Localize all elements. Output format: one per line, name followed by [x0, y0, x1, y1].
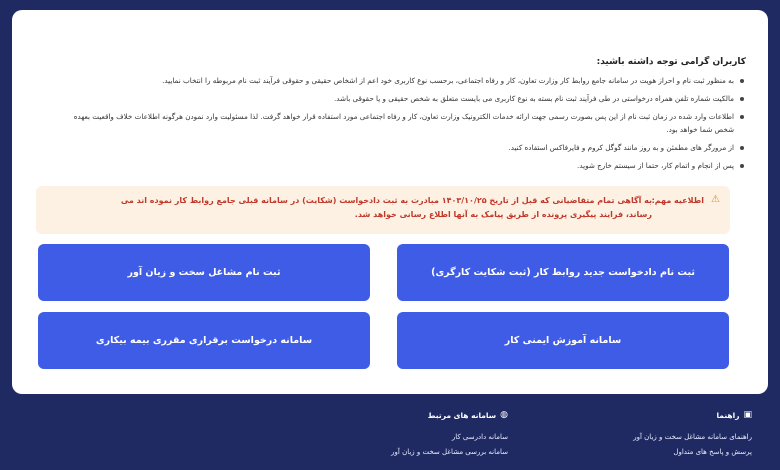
- notice-item: پس از انجام و اتمام کار، حتما از سیستم خارج شوید.: [56, 159, 746, 172]
- notice-item: اطلاعات وارد شده در زمان ثبت نام از این پس بصورت رسمی جهت ارائه خدمات الکترونیک وزارت تعاون، کار و رفاه اجتماعی مورد استفاده قرار خواهد گرفت. لذا مسئولیت وارد نمودن هرگونه اطلاعات خلاف واقعیت بعهده شخص شما خواهد بود.: [56, 110, 746, 136]
- alert-label: اطلاعیه مهم:: [651, 196, 704, 205]
- footer-related-section: [308, 410, 508, 460]
- notice-item: مالکیت شماره تلفن همراه درخواستی در طی فرآیند ثبت نام بسته به نوع کاربری می بایست متعلق به شخص حقیقی و یا حقوقی باشد.: [56, 92, 746, 105]
- warning-icon: ⚠: [711, 194, 720, 205]
- footer-guide-title: راهنما: [716, 410, 740, 420]
- footer-link[interactable]: راهنمای سامانه مشاغل سخت و زیان آور: [633, 433, 752, 441]
- footer-guide-section: [552, 410, 752, 460]
- alert-text: به آگاهی تمام متقاضیانی که قبل از تاریخ ۱۴۰۳/۱۰/۲۵ مبادرت به ثبت دادخواست (شکایت) در سامانه قبلی جامع روابط کار نموده اند می رساند، فرایند پیگیری پرونده از طریق پیامک به آنها اطلاع رسانی خواهد شد.: [120, 196, 652, 219]
- footer-guide-heading: [552, 410, 752, 420]
- notice-title: کاربران گرامی توجه داشته باشید:: [596, 57, 746, 67]
- register-hazardous-jobs-button[interactable]: ثبت نام مشاغل سخت و زیان آور: [38, 244, 370, 301]
- footer-link[interactable]: پرسش و پاسخ های متداول: [673, 448, 752, 456]
- safety-training-button[interactable]: سامانه آموزش ایمنی کار: [397, 312, 729, 369]
- footer-link[interactable]: سامانه دادرسی کار: [451, 433, 508, 441]
- important-alert: [36, 186, 730, 234]
- footer-related-title: سامانه های مرتبط: [427, 410, 497, 420]
- help-icon: ▣: [743, 410, 752, 420]
- notice-item: از مرورگر های مطمئن و به روز مانند گوگل کروم و فایرفاکس استفاده کنید.: [56, 141, 746, 154]
- notice-list: [56, 74, 746, 177]
- globe-icon: ◍: [500, 410, 508, 420]
- notice-item: به منظور ثبت نام و احراز هویت در سامانه جامع روابط کار وزارت تعاون، کار و رفاه اجتماعی، برحسب نوع کاربری خود اعم از اشخاص حقیقی و حقوقی فرآیند ثبت نام مربوطه را انتخاب نمایید.: [56, 74, 746, 87]
- register-labor-complaint-button[interactable]: ثبت نام دادخواست جدید روابط کار (ثبت شکایت کارگری): [397, 244, 729, 301]
- unemployment-insurance-button[interactable]: سامانه درخواست برقراری مقرری بیمه بیکاری: [38, 312, 370, 369]
- footer-related-heading: [308, 410, 508, 420]
- footer-link[interactable]: سامانه بررسی مشاغل سخت و زیان آور: [391, 448, 508, 456]
